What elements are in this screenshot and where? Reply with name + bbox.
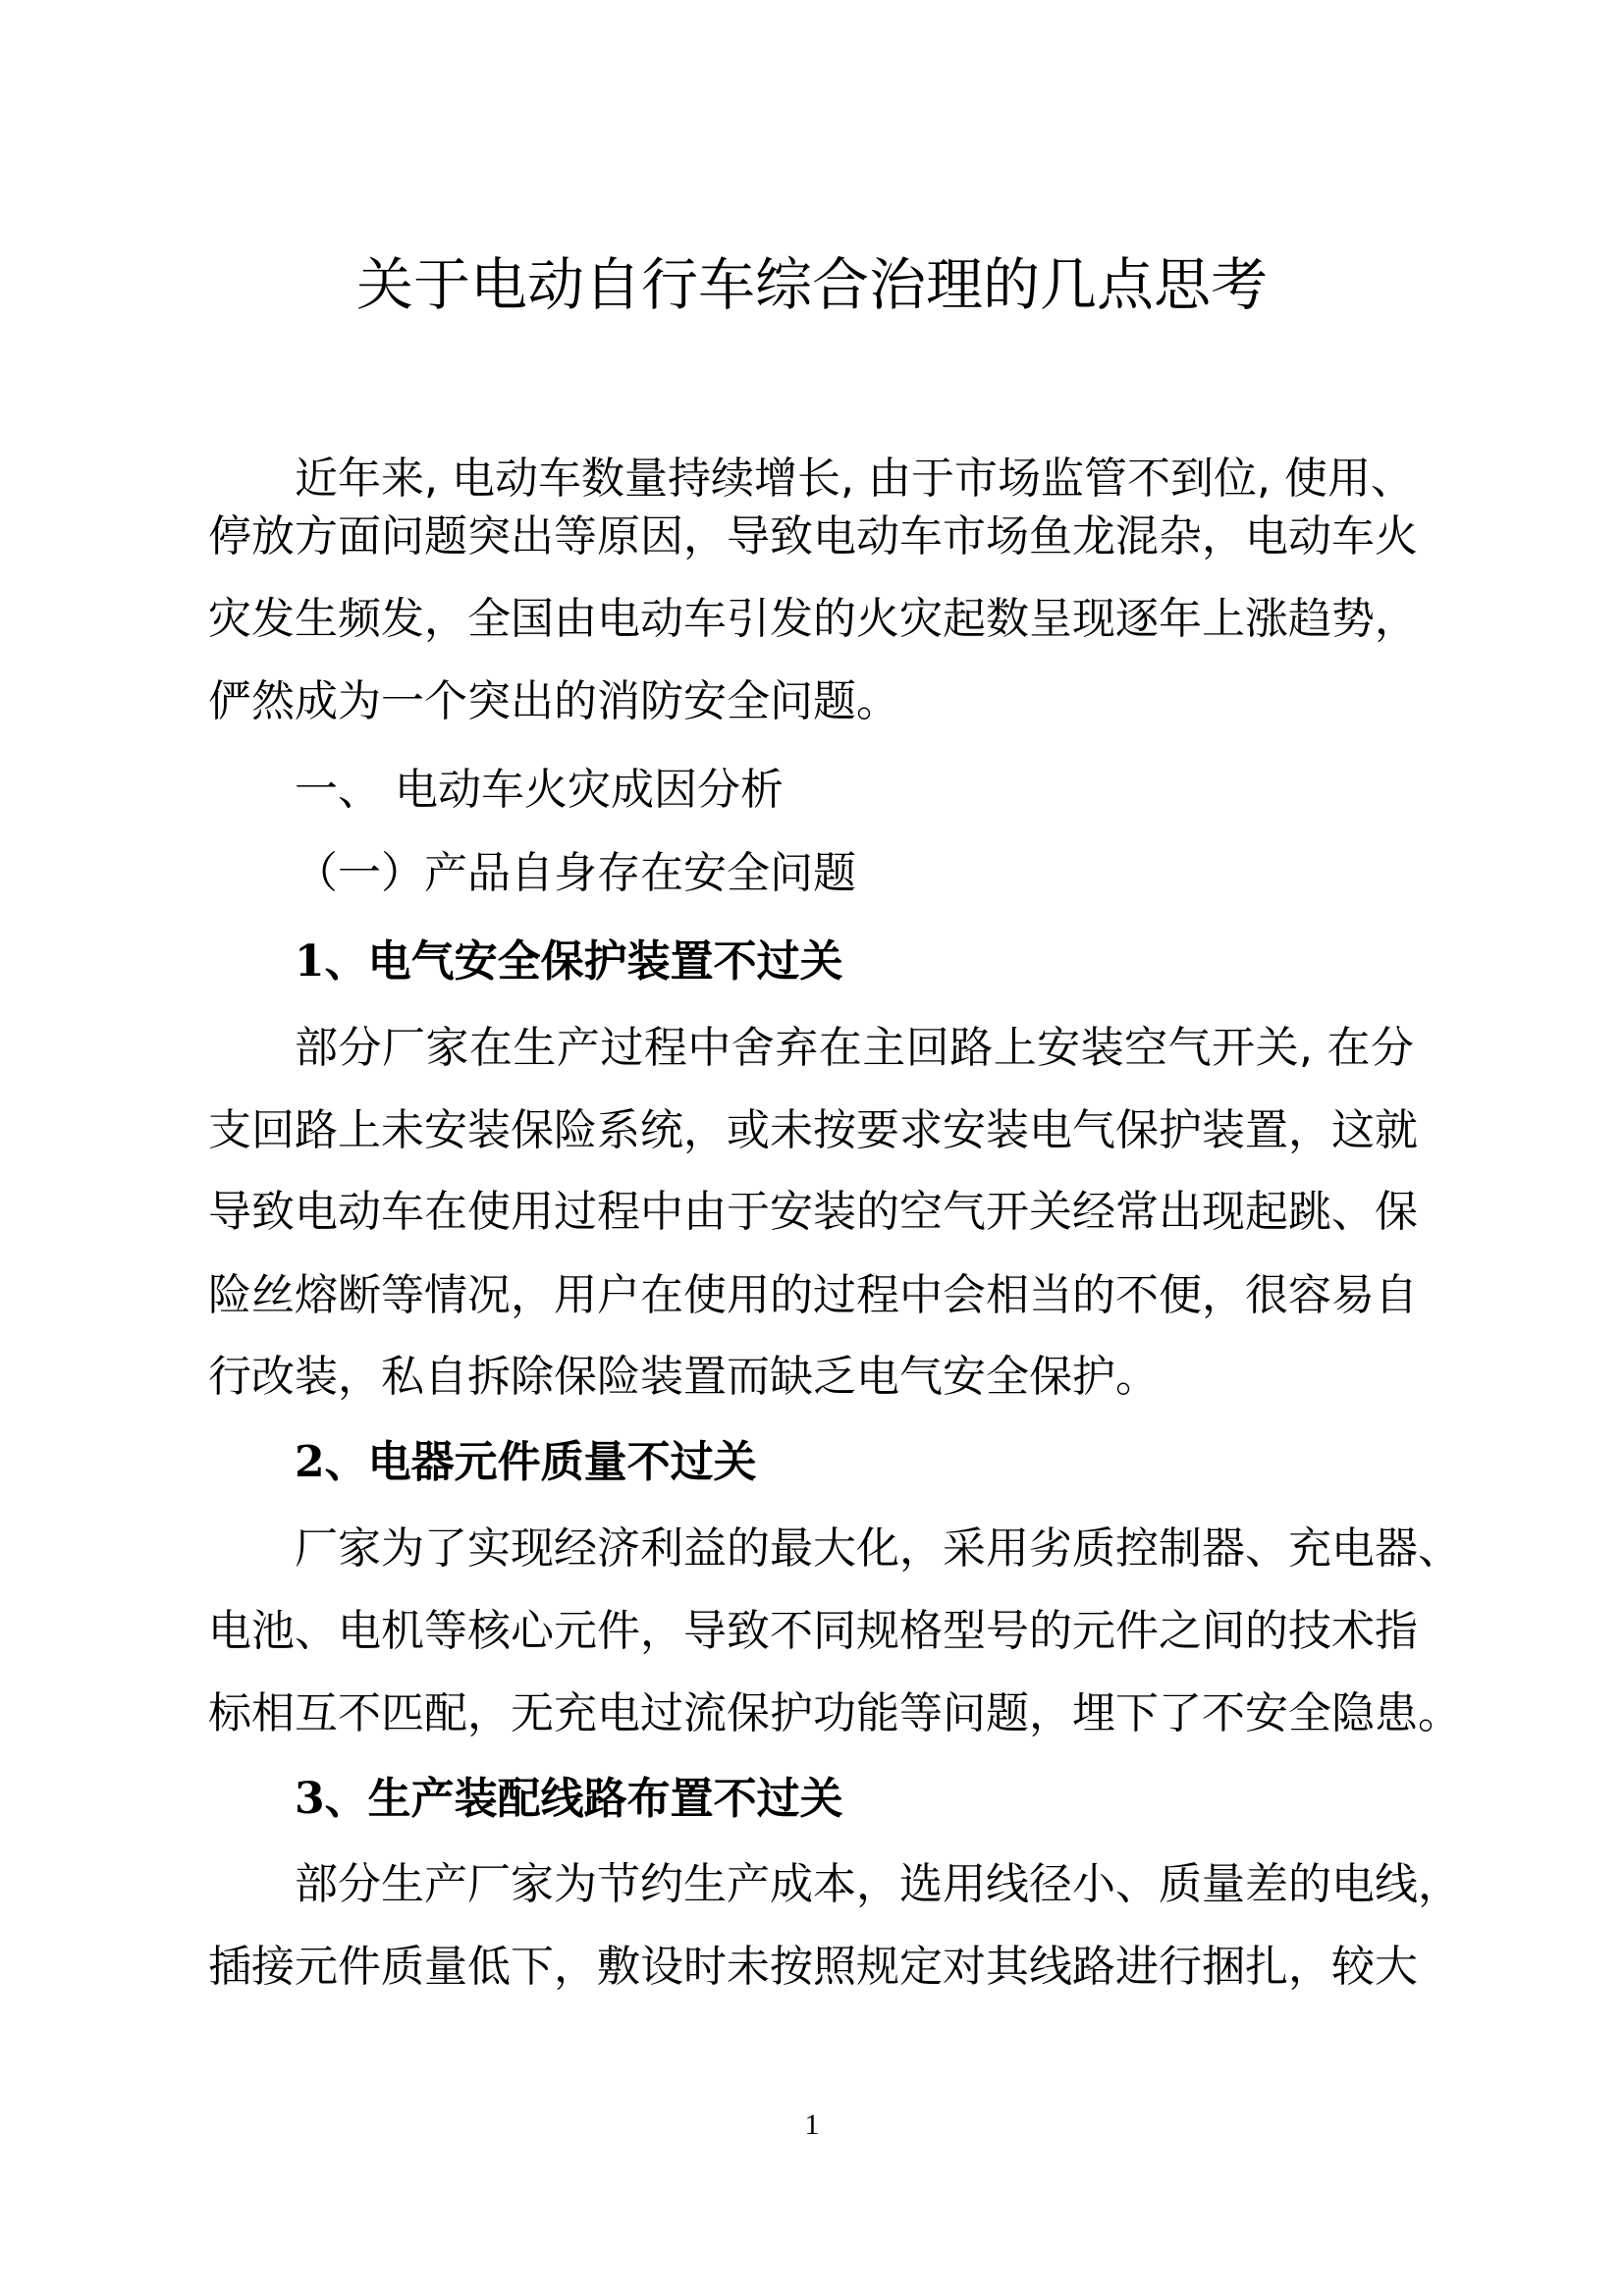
page-number: 1 — [804, 2109, 820, 2141]
item-3-heading — [295, 1770, 843, 1829]
item-2-number: 2、 — [295, 1437, 368, 1487]
intro-line-2: 停放方面问题突出等原因，导致电动车市场鱼龙混杂，电动车火 — [208, 511, 1418, 561]
item-3-number: 3、 — [295, 1774, 368, 1824]
item-1-line-5: 行改装，私自拆除保险装置而缺乏电气安全保护。 — [208, 1352, 1159, 1402]
item-3-line-1: 部分生产厂家为节约生产成本，选用线径小、质量差的电线， — [295, 1859, 1461, 1909]
item-1-number: 1、 — [295, 936, 368, 987]
item-1-line-2: 支回路上未安装保险系统，或未按要求安装电气保护装置，这就 — [208, 1105, 1418, 1155]
item-2-line-1: 厂家为了实现经济利益的最大化，采用劣质控制器、充电器、 — [295, 1523, 1461, 1574]
item-2-line-3: 标相互不匹配，无充电过流保护功能等问题，埋下了不安全隐患。 — [208, 1688, 1461, 1738]
item-2-heading-text: 电器元件质量不过关 — [367, 1437, 757, 1487]
item-1-line-3: 导致电动车在使用过程中由于安装的空气开关经常出现起跳、保 — [208, 1187, 1418, 1237]
item-1-heading — [295, 933, 843, 991]
item-1-line-4: 险丝熔断等情况，用户在使用的过程中会相当的不便，很容易自 — [208, 1270, 1418, 1320]
subsection-1-heading: （一）产品自身存在安全问题 — [295, 848, 856, 898]
item-3-heading-text: 生产装配线路布置不过关 — [367, 1774, 843, 1824]
section-1-heading: 一、 电动车火灾成因分析 — [295, 765, 784, 815]
item-1-line-1: 部分厂家在生产过程中舍弃在主回路上安装空气开关, 在分 — [295, 1023, 1414, 1073]
item-1-heading-text: 电气安全保护装置不过关 — [367, 936, 843, 987]
document-title: 关于电动自行车综合治理的几点思考 — [355, 251, 1268, 318]
item-2-line-2: 电池、电机等核心元件，导致不同规格型号的元件之间的技术指 — [208, 1606, 1418, 1656]
item-2-heading — [295, 1433, 757, 1492]
intro-line-4: 俨然成为一个突出的消防安全问题。 — [208, 676, 899, 726]
item-3-line-2: 插接元件质量低下，敷设时未按照规定对其线路进行捆扎，较大 — [208, 1942, 1418, 1992]
intro-line-1: 近年来, 电动车数量持续增长, 由于市场监管不到位, 使用、 — [295, 454, 1414, 504]
intro-line-3: 灾发生频发，全国由电动车引发的火灾起数呈现逐年上涨趋势， — [208, 594, 1418, 644]
